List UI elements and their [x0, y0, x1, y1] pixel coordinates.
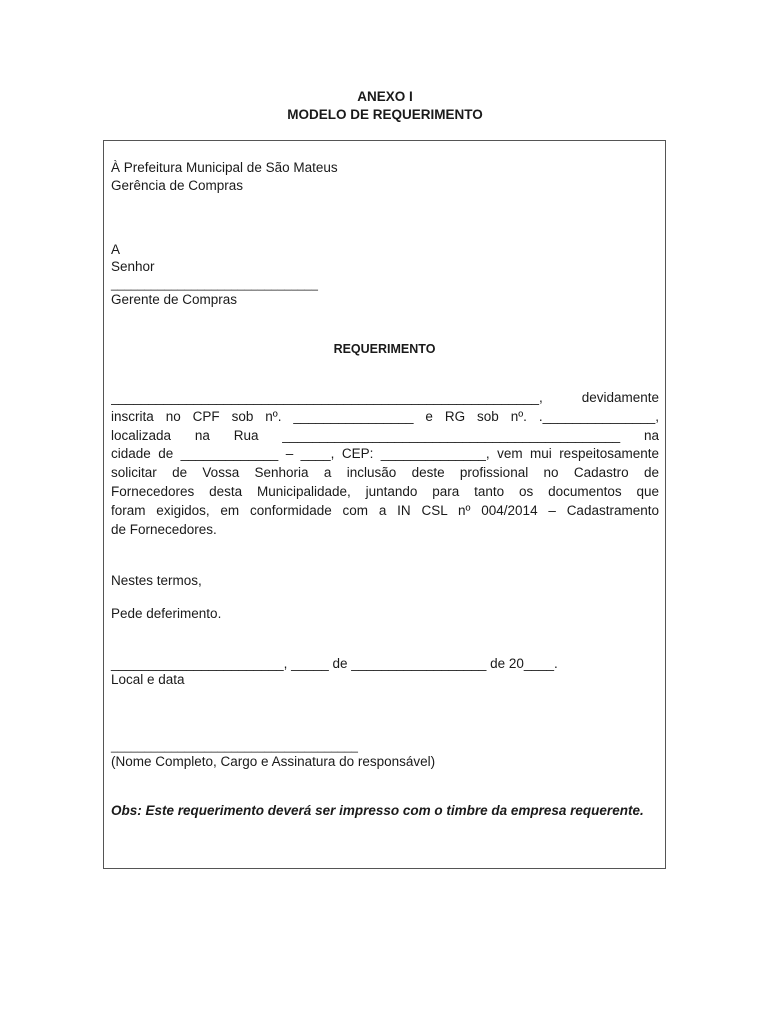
body-line: localizada na Rua _____________________________________________ na — [111, 427, 659, 443]
recipient-line-2: Gerência de Compras — [111, 178, 244, 193]
body-line: inscrita no CPF sob nº. ________________ e RG sob nº. ._______________, — [111, 408, 659, 424]
signature-label: (Nome Completo, Cargo e Assinatura do responsável) — [111, 754, 436, 769]
body-line: cidade de _____________ – ____, CEP: ______________, vem mui respeitosamente — [111, 446, 659, 462]
body-line: foram exigidos, em conformidade com a IN CSL nº 004/2014 – Cadastramento — [111, 502, 659, 518]
annex-title: ANEXO I — [357, 89, 413, 104]
recipient-line-1: À Prefeitura Municipal de São Mateus — [111, 160, 338, 175]
addressee-line-1: A — [111, 242, 121, 257]
signature-blank: _____________________________________ — [111, 739, 358, 753]
body-line: de Fornecedores. — [111, 521, 217, 537]
request-title: REQUERIMENTO — [333, 342, 436, 356]
place-date-blank: _______________________, _____ de __________________ de 20____. — [111, 656, 558, 671]
request-form-box — [103, 140, 666, 869]
model-title: MODELO DE REQUERIMENTO — [287, 107, 483, 122]
closing-line-2: Pede deferimento. — [111, 606, 222, 621]
body-line: _________________________________________________________, devidamente — [111, 390, 659, 405]
place-date-label: Local e data — [111, 672, 185, 687]
addressee-line-2: Senhor — [111, 259, 155, 274]
page-heading — [0, 88, 770, 124]
body-line: Fornecedores desta Municipalidade, juntando para tanto os documentos que — [111, 483, 659, 499]
addressee-line-3: Gerente de Compras — [111, 292, 238, 307]
request-body — [111, 389, 659, 539]
closing-line-1: Nestes termos, — [111, 573, 202, 588]
addressee-name-blank: _______________________________ — [111, 277, 318, 291]
obs-note: Obs: Este requerimento deverá ser impresso com o timbre da empresa requerente. — [111, 803, 644, 818]
body-line: solicitar de Vossa Senhoria a inclusão deste profissional no Cadastro de — [111, 465, 659, 481]
